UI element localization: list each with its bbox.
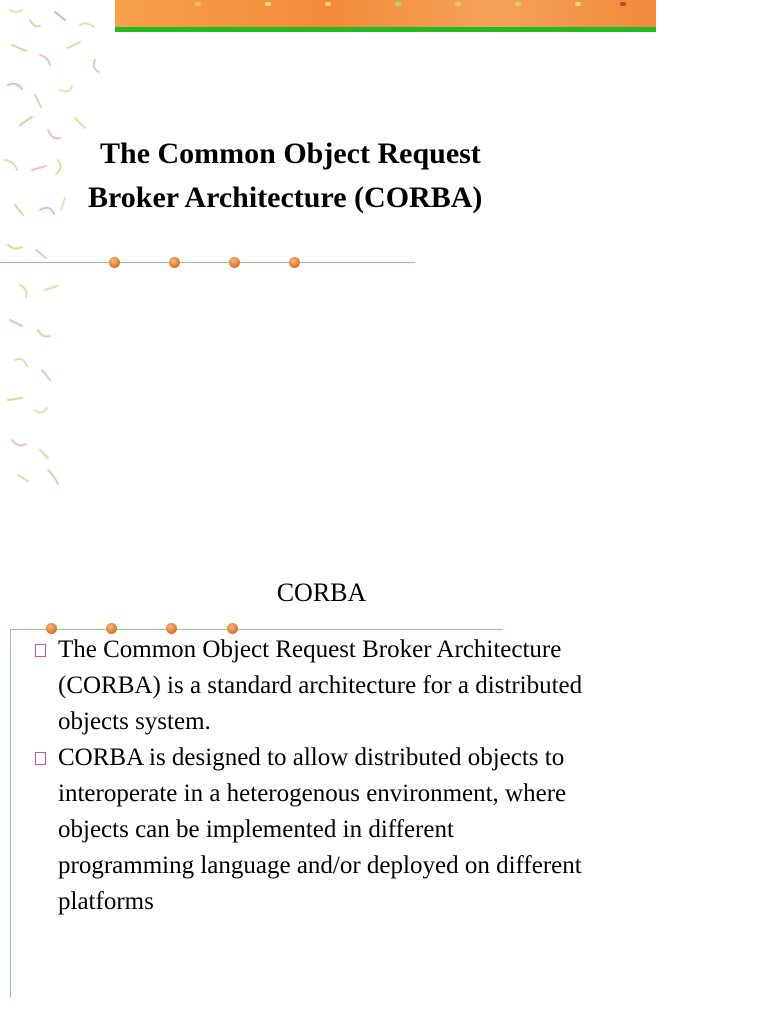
- bullet-square-icon: [35, 752, 46, 765]
- bullet-text: CORBA is designed to allow distributed objects to interoperate in a heterogenous environment, where objects can be implemented in different programming language and/or deployed on different platforms: [58, 744, 582, 915]
- bullet-item: [34, 632, 594, 740]
- content-left-border: [10, 629, 11, 997]
- slide-title-heading: [88, 132, 608, 220]
- divider-dot: [109, 257, 120, 268]
- bullet-square-icon: [35, 644, 46, 657]
- divider-dot: [289, 257, 300, 268]
- slide-content: [0, 512, 768, 1024]
- divider-dot: [169, 257, 180, 268]
- content-divider: [10, 629, 503, 630]
- banner-green-stripe: [115, 27, 656, 32]
- bullet-text: The Common Object Request Broker Architecture (CORBA) is a standard architecture for a distributed objects system.: [58, 636, 583, 735]
- confetti-decoration: [0, 0, 125, 495]
- bullet-item: [34, 740, 594, 920]
- content-slide-title: CORBA: [276, 578, 367, 607]
- title-line-2: Broker Architecture (CORBA): [88, 181, 483, 214]
- title-line-1: The Common Object Request: [100, 137, 481, 170]
- bullet-list: [34, 632, 594, 920]
- divider-dot: [229, 257, 240, 268]
- top-banner: [115, 0, 656, 27]
- title-divider: [0, 262, 415, 263]
